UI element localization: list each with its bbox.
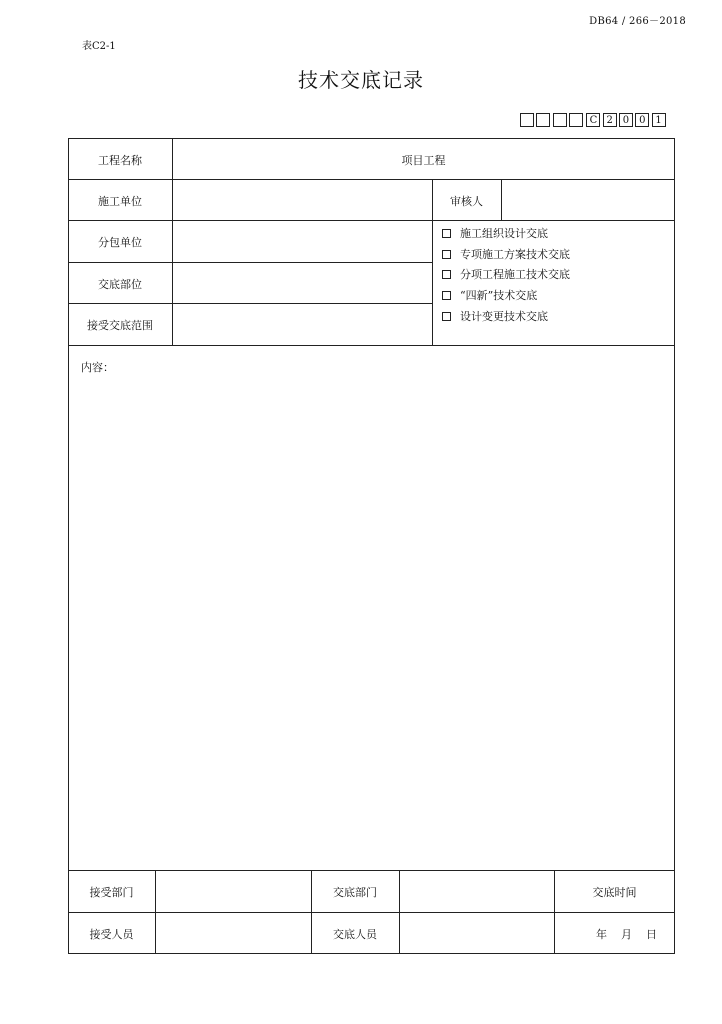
code-cell[interactable]: C: [586, 113, 600, 127]
reviewer-field[interactable]: [502, 180, 675, 220]
receiver-person-field[interactable]: [156, 913, 311, 954]
code-cell[interactable]: 0: [635, 113, 649, 127]
content-label: 内容：: [81, 361, 114, 374]
code-cell[interactable]: 1: [652, 113, 666, 127]
code-cell[interactable]: 2: [603, 113, 617, 127]
discloser-person-field[interactable]: [400, 913, 554, 954]
checkbox[interactable]: [442, 270, 451, 279]
disclosure-part-field[interactable]: [173, 263, 432, 303]
date-day-label: 日: [646, 928, 657, 941]
code-cell[interactable]: 0: [619, 113, 633, 127]
option-label: 分项工程施工技术交底: [460, 268, 570, 281]
disclosure-part-label: 交底部位: [98, 278, 142, 291]
code-cell[interactable]: [569, 113, 583, 127]
checkbox[interactable]: [442, 250, 451, 259]
construction-unit-label: 施工单位: [98, 195, 142, 208]
scope-field[interactable]: [173, 304, 432, 345]
option-label: 施工组织设计交底: [460, 227, 548, 240]
project-name-label: 工程名称: [98, 154, 142, 167]
disclosure-type-option[interactable]: [442, 266, 570, 282]
receiver-dept-field[interactable]: [156, 871, 311, 912]
discloser-person-label: 交底人员: [333, 928, 377, 941]
checkbox[interactable]: [442, 229, 451, 238]
content-area[interactable]: [69, 346, 674, 870]
discloser-dept-field[interactable]: [400, 871, 554, 912]
discloser-dept-label: 交底部门: [333, 886, 377, 899]
code-cell[interactable]: [536, 113, 550, 127]
checkbox[interactable]: [442, 291, 451, 300]
date-year-label: 年: [596, 928, 607, 941]
checkbox[interactable]: [442, 312, 451, 321]
page-title: 技术交底记录: [298, 68, 424, 92]
disclosure-time-label: 交底时间: [592, 886, 637, 899]
scope-label: 接受交底范围: [87, 319, 153, 332]
code-cell[interactable]: [553, 113, 567, 127]
date-month-label: 月: [621, 928, 632, 941]
subcontract-unit-label: 分包单位: [98, 236, 142, 249]
column-divider: [554, 870, 555, 954]
form-number: 表C2-1: [82, 41, 116, 52]
project-name-value[interactable]: 项目工程: [401, 154, 446, 167]
reviewer-label: 审核人: [450, 195, 483, 208]
option-label: 设计变更技术交底: [460, 310, 548, 323]
disclosure-type-option[interactable]: [442, 287, 537, 303]
standard-number: DB64 / 266－2018: [589, 16, 686, 27]
subcontract-unit-field[interactable]: [173, 221, 432, 262]
disclosure-type-option[interactable]: [442, 225, 548, 241]
receiver-person-label: 接受人员: [89, 928, 134, 941]
code-cell[interactable]: [520, 113, 534, 127]
construction-unit-field[interactable]: [173, 180, 432, 220]
disclosure-type-option[interactable]: [442, 308, 548, 324]
option-label: “四新”技术交底: [460, 289, 538, 302]
receiver-dept-label: 接受部门: [89, 886, 134, 899]
disclosure-type-option[interactable]: [442, 246, 570, 262]
option-label: 专项施工方案技术交底: [460, 248, 570, 261]
record-code-boxes[interactable]: [520, 113, 668, 128]
